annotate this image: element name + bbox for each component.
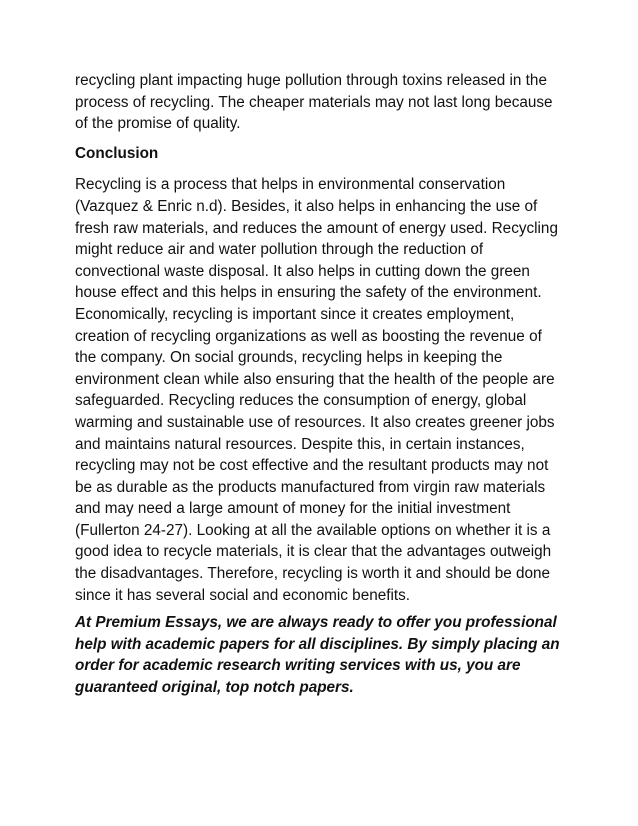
conclusion-paragraph [75, 174, 575, 606]
intro-line: process of recycling. The cheaper materials may not last long because [75, 93, 553, 111]
conclusion-line: good idea to recycle materials, it is clear that the advantages outweigh [75, 543, 552, 561]
intro-line: recycling plant impacting huge pollution through toxins released in the [75, 72, 547, 89]
conclusion-line: house effect and this helps in ensuring the safety of the environment. [75, 284, 542, 302]
conclusion-line: Economically, recycling is important since it creates employment, [75, 305, 515, 323]
document-page [75, 70, 575, 699]
conclusion-line: recycling may not be cost effective and the resultant products may not [75, 457, 549, 475]
conclusion-line: creation of recycling organizations as well as boosting the revenue of [75, 327, 542, 345]
conclusion-line: might reduce air and water pollution through the reduction of [75, 241, 484, 259]
intro-line: of the promise of quality. [75, 115, 241, 133]
conclusion-line: safeguarded. Recycling reduces the consumption of energy, global [75, 392, 527, 410]
conclusion-line: convectional waste disposal. It also helps in cutting down the green [75, 262, 530, 280]
promo-paragraph [75, 612, 575, 698]
conclusion-line: (Vazquez & Enric n.d). Besides, it also helps in enhancing the use of [75, 197, 538, 215]
conclusion-line: (Fullerton 24-27). Looking at all the available options on whether it is a [75, 521, 551, 539]
conclusion-line: and may need a large amount of money for the initial investment [75, 500, 511, 518]
conclusion-line: fresh raw materials, and reduces the amount of energy used. Recycling [75, 219, 558, 237]
promo-line: order for academic research writing services with us, you are [75, 657, 521, 675]
conclusion-line: Recycling is a process that helps in environmental conservation [75, 176, 506, 194]
conclusion-line: the company. On social grounds, recycling helps in keeping the [75, 349, 503, 367]
conclusion-line: be as durable as the products manufactured from virgin raw materials [75, 478, 546, 496]
conclusion-line: environment clean while also ensuring that the health of the people are [75, 370, 555, 388]
conclusion-heading: Conclusion [75, 144, 159, 162]
conclusion-line: since it has several social and economic benefits. [75, 586, 411, 604]
promo-line: help with academic papers for all disciplines. By simply placing an [75, 635, 560, 653]
intro-paragraph [75, 70, 575, 135]
promo-line: guaranteed original, top notch papers. [75, 679, 354, 697]
conclusion-line: and maintains natural resources. Despite this, in certain instances, [75, 435, 525, 453]
promo-line: At Premium Essays, we are always ready to offer you professional [75, 614, 557, 632]
conclusion-line: warming and sustainable use of resources. It also creates greener jobs [75, 413, 555, 431]
conclusion-line: the disadvantages. Therefore, recycling is worth it and should be done [75, 565, 551, 583]
